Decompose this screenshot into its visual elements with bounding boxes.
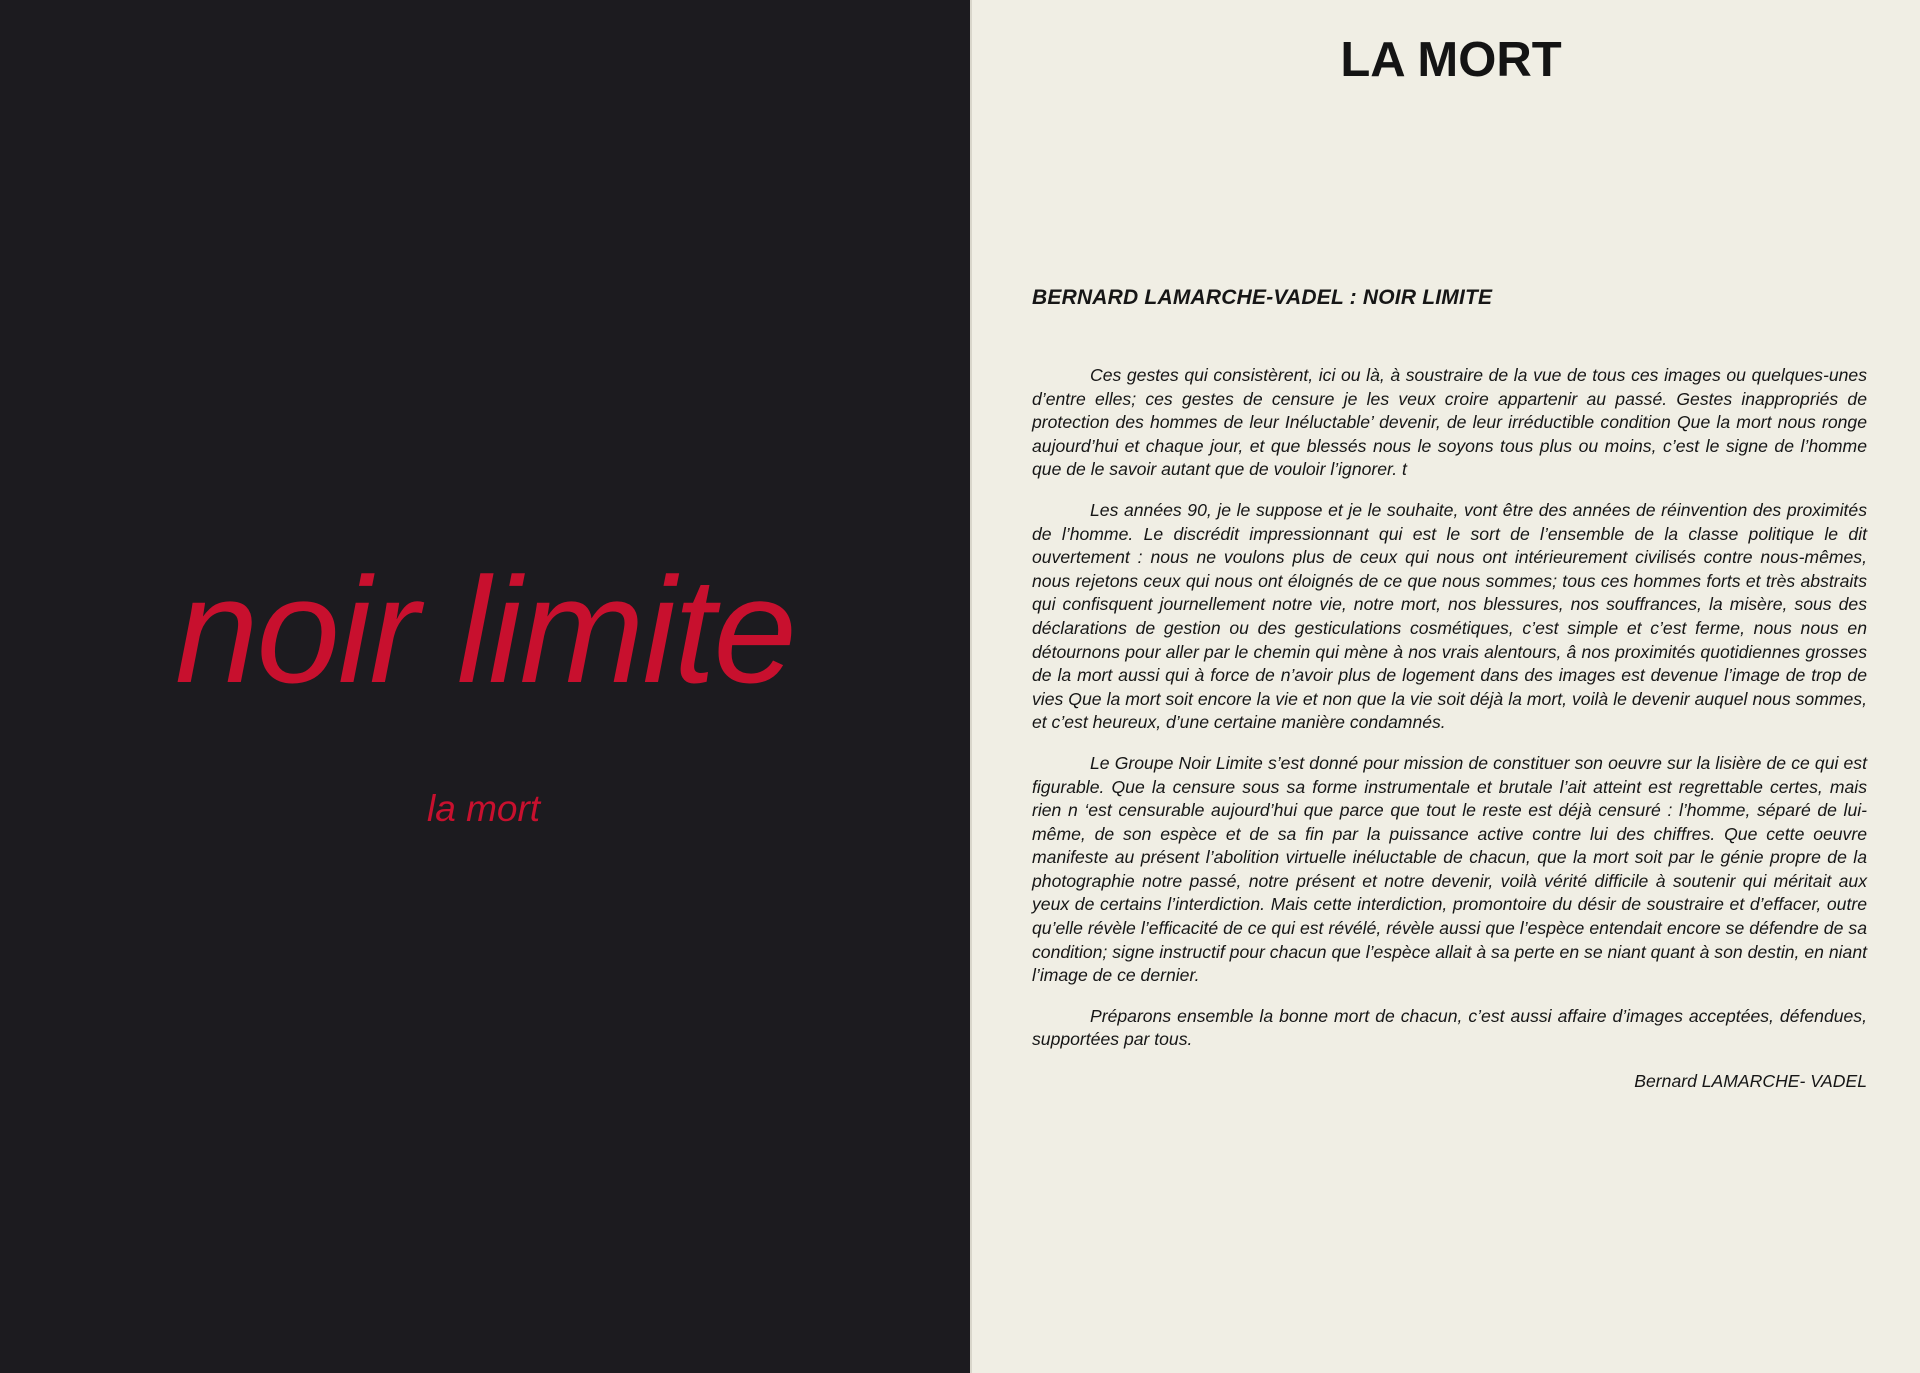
author-signature: Bernard LAMARCHE- VADEL — [1634, 1071, 1867, 1092]
article-paragraph: Le Groupe Noir Limite s’est donné pour mission de constituer son oeuvre sur la lisière de ce qui est figurable. Que la censure sous sa forme instrumentale et brutale l’ait atteint est regrettable certes, mais rien n ‘est censurable aujourd’hui que parce que tout le reste est déjà censuré : l’homme, séparé de lui-même, de son espèce et de sa fin par la puissance active contre lui des chiffres. Que cette oeuvre manifeste au présent l’abolition virtuelle inéluctable de chacun, que la mort soit par le génie propre de la photographie notre passé, notre présent et notre devenir, voilà vérité difficile à soutenir qui méritait aux yeux de certains l’interdiction. Mais cette interdiction, promontoire du désir de soustraire et d’effacer, outre qu’elle révèle l’efficacité de ce qui est révélé, révèle aussi que l’espèce entendait encore se défendre de sa condition; signe instructif pour chacun que l’espèce allait à sa perte en se niant quant à son destin, en niant l’image de ce dernier. — [1032, 752, 1867, 986]
article — [1032, 286, 1867, 1093]
article-title: BERNARD LAMARCHE-VADEL : NOIR LIMITE — [1032, 286, 1493, 309]
cover-title: noir limite — [175, 546, 795, 714]
page-heading: LA MORT — [1340, 33, 1562, 87]
right-page — [972, 0, 1920, 1373]
article-paragraph: Les années 90, je le suppose et je le souhaite, vont être des années de réinvention des proximités de l’homme. Le discrédit impressionnant qui est le sort de l’ensemble de la classe politique le dit ouvertement : nous ne voulons plus de ceux qui nous ont intérieurement civilisés contre nous-mêmes, nous rejetons ceux qui nous ont éloignés de ce que nous sommes; tous ces hommes forts et très abstraits qui confisquent journellement notre vie, notre mort, nos blessures, nos souffrances, la misère, sous des déclarations de gestion ou des gesticulations cosmétiques, c’est simple et c’est ferme, nous nous en détournons pour aller par le chemin qui mène à nos vrais alentours, â nos proximités quotidiennes grosses de la mort aussi qui à force de n’avoir plus de logement dans des images est devenue l’image de trop de vies Que la mort soit encore la vie et non que la vie soit déjà la mort, voilà le devenir auquel nous sommes, et c’est heureux, d’une certaine manière condamnés. — [1032, 499, 1867, 733]
article-paragraph: Ces gestes qui consistèrent, ici ou là, à soustraire de la vue de tous ces images ou quelques-unes d’entre elles; ces gestes de censure je les veux croire appartenir au passé. Gestes inappropriés de protection des hommes de leur Inéluctable’ devenir, de leur irréductible condition Que la mort nous ronge aujourd’hui et chaque jour, et que blessés nous le soyons tous plus ou moins, c’est le signe de l’homme que de le savoir autant que de vouloir l’ignorer. t — [1032, 365, 1867, 480]
article-paragraph: Préparons ensemble la bonne mort de chacun, c’est aussi affaire d’images acceptées, défendues, supportées par tous. — [1032, 1005, 1867, 1050]
cover-subtitle: la mort — [427, 788, 541, 829]
